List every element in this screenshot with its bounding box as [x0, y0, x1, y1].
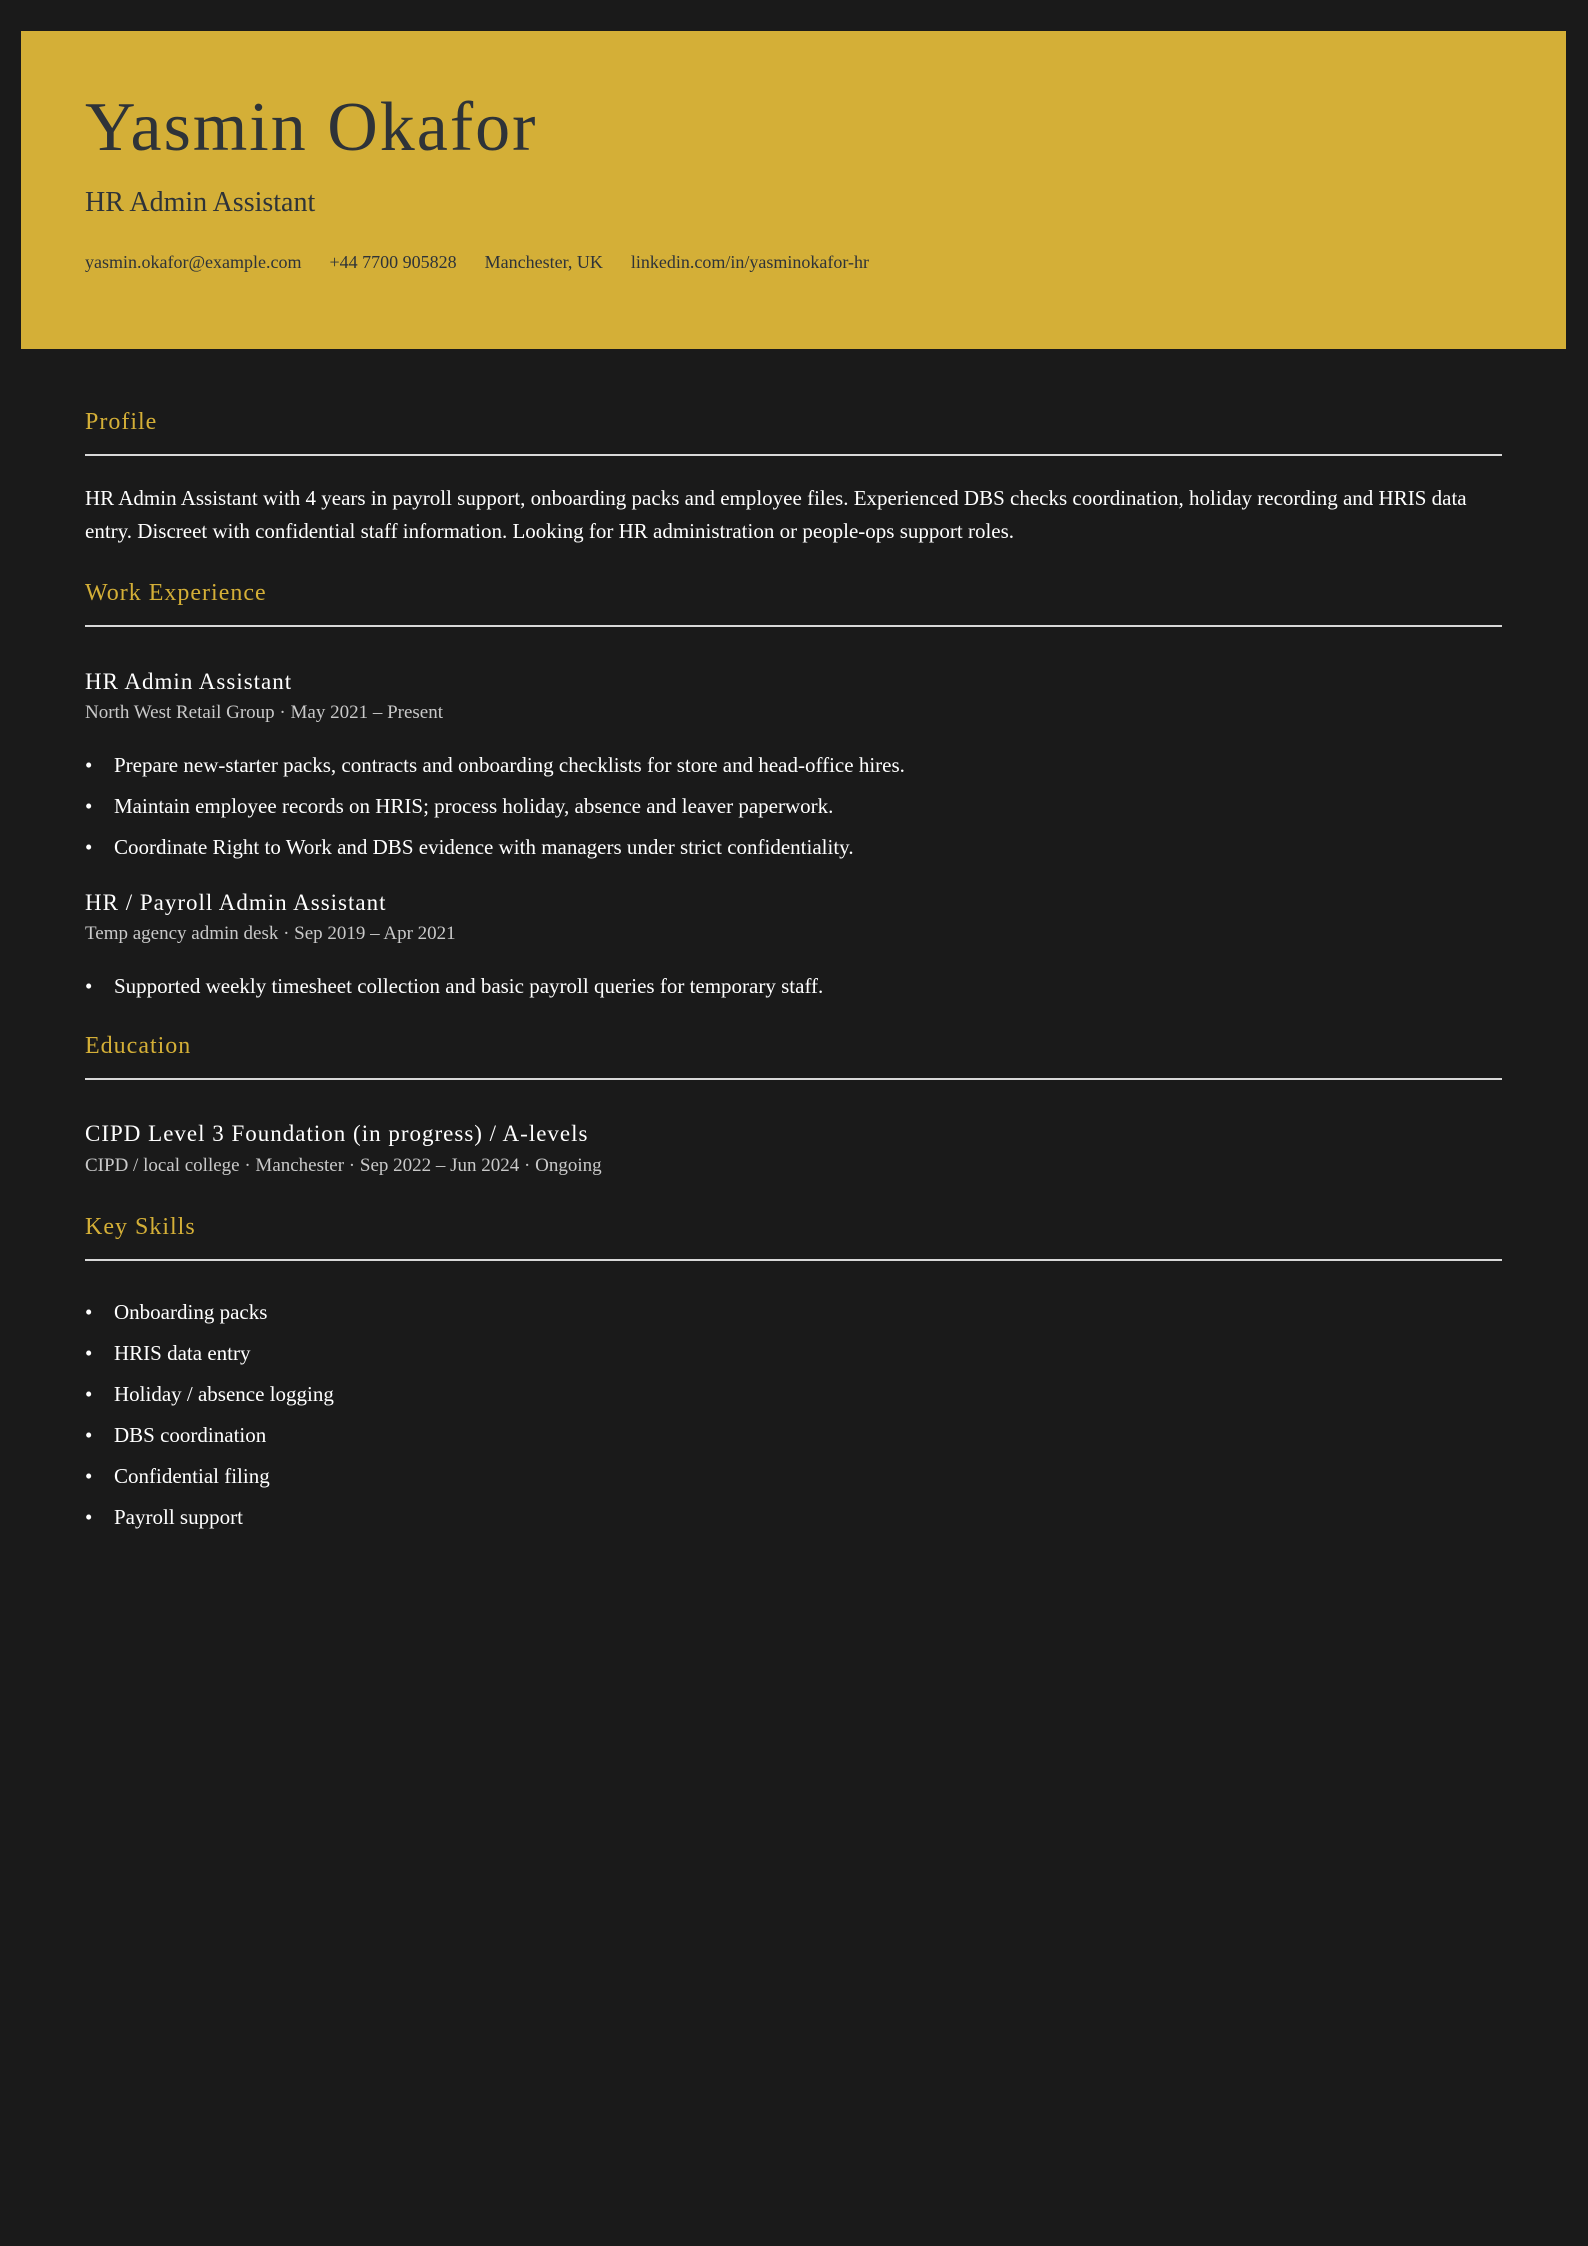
skill-item	[85, 1507, 243, 1528]
bullet-icon: •	[85, 835, 93, 859]
job-bullet	[85, 976, 823, 997]
education-meta: CIPD / local college · Manchester · Sep 2022 – Jun 2024 · Ongoing	[85, 1155, 602, 1176]
job-bullet	[85, 837, 854, 858]
section-title-experience: Work Experience	[85, 580, 267, 606]
section-title-education: Education	[85, 1033, 192, 1059]
job-bullet	[85, 755, 905, 776]
job-meta: Temp agency admin desk · Sep 2019 – Apr 2021	[85, 923, 456, 944]
bullet-text: Prepare new-starter packs, contracts and onboarding checklists for store and head-office hires.	[114, 753, 905, 777]
skill-item	[85, 1343, 250, 1364]
section-title-profile: Profile	[85, 409, 158, 435]
section-divider	[85, 1078, 1502, 1080]
resume-header	[21, 31, 1566, 349]
job-bullet	[85, 796, 833, 817]
bullet-text: Maintain employee records on HRIS; process holiday, absence and leaver paperwork.	[114, 794, 834, 818]
bullet-icon: •	[85, 1505, 93, 1529]
bullet-icon: •	[85, 1423, 93, 1447]
skill-item	[85, 1466, 270, 1487]
bullet-icon: •	[85, 753, 93, 777]
bullet-icon: •	[85, 1382, 93, 1406]
skill-text: DBS coordination	[114, 1423, 267, 1447]
education-title: CIPD Level 3 Foundation (in progress) / A-levels	[85, 1121, 589, 1146]
candidate-role: HR Admin Assistant	[85, 187, 316, 218]
contact-location: Manchester, UK	[484, 252, 603, 272]
skill-text: Confidential filing	[114, 1464, 270, 1488]
contact-email[interactable]: yasmin.okafor@example.com	[85, 252, 302, 272]
contact-row	[85, 253, 869, 271]
bullet-icon: •	[85, 1300, 93, 1324]
profile-summary: HR Admin Assistant with 4 years in payroll support, onboarding packs and employee files. Experienced DBS checks coordination, holiday recording and HRIS data entry. Discreet with confidential staff information. Looking for HR administration or people-ops support roles.	[85, 486, 1467, 543]
contact-phone[interactable]: +44 7700 905828	[329, 252, 457, 272]
bullet-icon: •	[85, 974, 93, 998]
skill-text: Onboarding packs	[114, 1300, 268, 1324]
bullet-icon: •	[85, 794, 93, 818]
bullet-icon: •	[85, 1341, 93, 1365]
skill-text: Holiday / absence logging	[114, 1382, 334, 1406]
job-title: HR Admin Assistant	[85, 669, 293, 694]
bullet-text: Supported weekly timesheet collection and basic payroll queries for temporary staff.	[114, 974, 824, 998]
job-title: HR / Payroll Admin Assistant	[85, 890, 387, 915]
section-title-skills: Key Skills	[85, 1214, 196, 1240]
section-divider	[85, 625, 1502, 627]
job-meta: North West Retail Group · May 2021 – Present	[85, 702, 444, 723]
section-divider	[85, 1259, 1502, 1261]
skill-item	[85, 1425, 266, 1446]
contact-linkedin[interactable]: linkedin.com/in/yasminokafor-hr	[630, 252, 870, 272]
candidate-name: Yasmin Okafor	[85, 89, 538, 166]
skill-text: Payroll support	[114, 1505, 243, 1529]
skill-text: HRIS data entry	[114, 1341, 251, 1365]
skill-item	[85, 1302, 267, 1323]
skill-item	[85, 1384, 334, 1405]
bullet-icon: •	[85, 1464, 93, 1488]
bullet-text: Coordinate Right to Work and DBS evidence with managers under strict confidentiality.	[114, 835, 854, 859]
section-divider	[85, 454, 1502, 456]
